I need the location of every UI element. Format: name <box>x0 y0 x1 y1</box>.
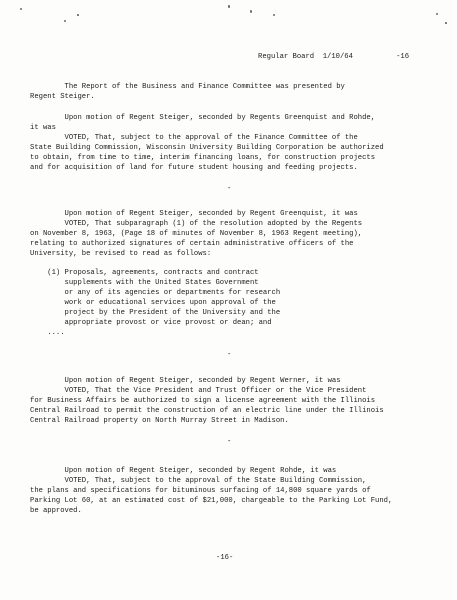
header-date: 1/10/64 <box>322 53 353 61</box>
text-line: Upon motion of Regent Steiger, seconded by Regent Werner, it was <box>30 377 341 385</box>
text-line: Upon motion of Regent Steiger, seconded by Regent Greenquist, it was <box>30 210 358 218</box>
scan-speck <box>445 22 447 24</box>
text-line: VOTED, That the Vice President and Trust Officer or the Vice President <box>30 387 367 395</box>
scan-speck <box>273 14 275 16</box>
text-line: and for acquisition of land for future student housing and feeding projects. <box>30 164 358 172</box>
header-board: Regular Board <box>258 53 315 61</box>
text-line: .... <box>30 329 65 337</box>
text-line: supplements with the United States Government <box>30 279 259 287</box>
text-line: Upon motion of Regent Steiger, seconded by Regent Rohde, it was <box>30 467 337 475</box>
scan-speck <box>228 5 230 8</box>
text-line: be approved. <box>30 507 82 515</box>
section-separator: - <box>227 438 232 446</box>
text-line: on November 8, 1963, (Page 18 of minutes of November 8, 1963 Regent meeting), <box>30 230 363 238</box>
text-line: work or educational services upon approval of the <box>30 299 276 307</box>
scan-speck <box>64 20 66 22</box>
text-line: State Building Commission, Wisconsin University Building Corporation be authorized <box>30 144 384 152</box>
text-line: (1) Proposals, agreements, contracts and contract <box>30 269 259 277</box>
scan-speck <box>250 10 252 13</box>
text-line: Upon motion of Regent Steiger, seconded by Regents Greenquist and Rohde, <box>30 114 376 122</box>
scan-speck <box>20 8 22 10</box>
text-line: VOTED, That subparagraph (1) of the resolution adopted by the Regents <box>30 220 363 228</box>
text-line: or any of its agencies or departments for research <box>30 289 281 297</box>
text-line: University, be revised to read as follows: <box>30 250 212 258</box>
section-separator: - <box>227 351 232 359</box>
text-line: the plans and specifications for bituminous surfacing of 14,800 square yards of <box>30 487 371 495</box>
text-line: to obtain, from time to time, interim financing loans, for construction projects <box>30 154 376 162</box>
text-line: VOTED, That, subject to the approval of the State Building Commission, <box>30 477 367 485</box>
text-line: appropriate provost or vice provost or dean; and <box>30 319 272 327</box>
text-line: project by the President of the University and the <box>30 309 281 317</box>
page-header <box>258 52 409 62</box>
text-line: for Business Affairs be authorized to sign a license agreement with the Illinois <box>30 397 376 405</box>
text-line: it was <box>30 124 56 132</box>
scan-speck <box>436 13 438 15</box>
text-line: Regent Steiger. <box>30 93 95 101</box>
text-line: relating to authorized signatures of certain administrative officers of the <box>30 240 354 248</box>
section-separator: - <box>227 185 232 193</box>
text-line: Parking Lot 60, at an estimated cost of $21,000, chargeable to the Parking Lot Fund, <box>30 497 393 505</box>
text-line: The Report of the Business and Finance Committee was presented by <box>30 83 345 91</box>
page-number: -16- <box>216 554 234 562</box>
header-page: -16 <box>396 53 410 61</box>
text-line: Central Railroad to permit the construction of an electric line under the Illinois <box>30 407 384 415</box>
scan-speck <box>77 14 79 16</box>
text-line: Central Railroad property on North Murray Street in Madison. <box>30 417 289 425</box>
text-line: VOTED, That, subject to the approval of the Finance Committee of the <box>30 134 358 142</box>
